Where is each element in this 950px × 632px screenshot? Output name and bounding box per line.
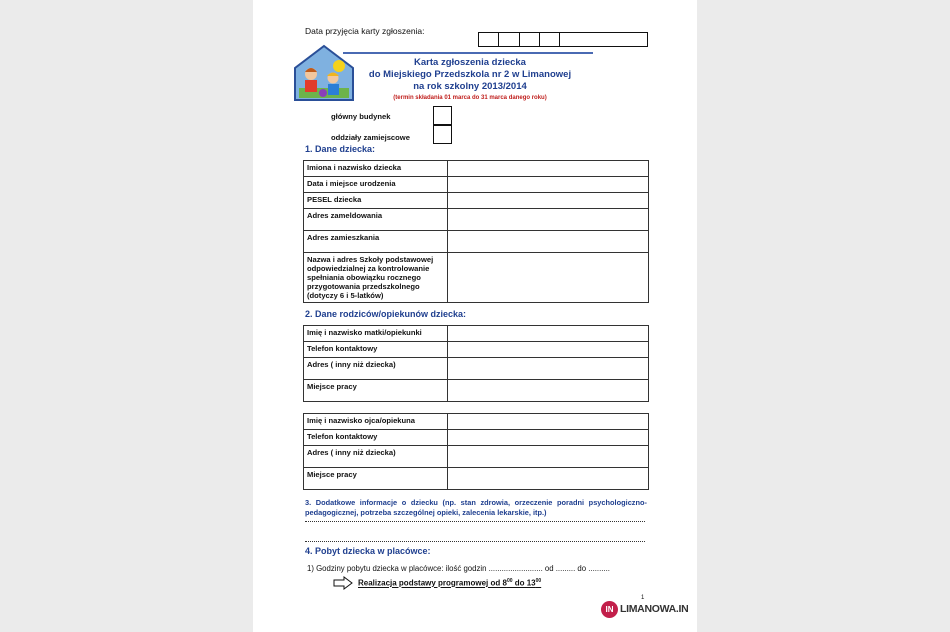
- date-boxes[interactable]: [478, 32, 648, 47]
- title-rule: [343, 52, 593, 54]
- title-line-3: na rok szkolny 2013/2014: [413, 81, 527, 92]
- program-start-minutes: 00: [506, 578, 513, 584]
- branch-label: oddziały zamiejscowe: [331, 133, 410, 142]
- main-building-checkbox[interactable]: [433, 106, 452, 125]
- section1-title: 1. Dane dziecka:: [305, 144, 376, 154]
- kindergarten-house-logo: [293, 44, 355, 102]
- registered-address-label: Adres zameldowania: [304, 209, 448, 231]
- pesel-field[interactable]: [448, 193, 649, 209]
- deadline-note: (termin składania 01 marca do 31 marca danego roku): [393, 95, 547, 101]
- program-end-minutes: 00: [535, 578, 542, 584]
- father-address-label: Adres ( inny niż dziecka): [304, 446, 448, 468]
- mother-work-label: Miejsce pracy: [304, 380, 448, 402]
- father-work-label: Miejsce pracy: [304, 468, 448, 490]
- father-name-field[interactable]: [448, 414, 649, 430]
- logo-text: LIMANOWA.IN: [620, 603, 689, 615]
- main-building-label: główny budynek: [331, 112, 391, 121]
- father-name-label: Imię i nazwisko ojca/opiekuna: [304, 414, 448, 430]
- branch-checkbox[interactable]: [433, 125, 452, 144]
- section4-title: 4. Pobyt dziecka w placówce:: [305, 546, 431, 556]
- section3-title: 3. Dodatkowe informacje o dziecku (np. stan zdrowia, orzeczenie poradni psychologiczno-pedagogicznej, potrzeba szczególnej opieki, zalecenia lekarskie, itp.): [305, 498, 647, 517]
- arrow-right-icon: [333, 576, 353, 590]
- section3-dotted-line-1[interactable]: [305, 520, 645, 522]
- residence-address-field[interactable]: [448, 231, 649, 253]
- father-phone-label: Telefon kontaktowy: [304, 430, 448, 446]
- mother-address-field[interactable]: [448, 358, 649, 380]
- section2-title: 2. Dane rodziców/opiekunów dziecka:: [305, 309, 467, 319]
- child-data-table: [303, 160, 649, 303]
- birth-label: Data i miejsce urodzenia: [304, 177, 448, 193]
- registered-address-field[interactable]: [448, 209, 649, 231]
- program-hours: [358, 578, 541, 588]
- father-table: [303, 413, 649, 490]
- title-line-1: Karta zgłoszenia dziecka: [414, 57, 526, 68]
- mother-address-label: Adres ( inny niż dziecka): [304, 358, 448, 380]
- residence-address-label: Adres zamieszkania: [304, 231, 448, 253]
- title-line-2: do Miejskiego Przedszkola nr 2 w Limanowej: [368, 69, 572, 80]
- program-text: Realizacja podstawy programowej od 8: [358, 578, 507, 588]
- child-name-label: Imiona i nazwisko dziecka: [304, 161, 448, 177]
- hours-line: 1) Godziny pobytu dziecka w placówce: ilość godzin ......................... od ......... do ..........: [307, 564, 610, 573]
- mother-name-label: Imię i nazwisko matki/opiekunki: [304, 326, 448, 342]
- mother-work-field[interactable]: [448, 380, 649, 402]
- document-page: [253, 0, 697, 632]
- mother-phone-label: Telefon kontaktowy: [304, 342, 448, 358]
- school-label: Nazwa i adres Szkoły podstawowej odpowiedzialnej za kontrolowanie spełniania obowiązku rocznego przygotowania przedszkolnego (dotyczy 6 i 5-latków): [304, 253, 448, 303]
- child-name-field[interactable]: [448, 161, 649, 177]
- page-number: 1: [641, 595, 645, 601]
- section3-dotted-line-2[interactable]: [305, 540, 645, 542]
- mother-table: [303, 325, 649, 402]
- father-work-field[interactable]: [448, 468, 649, 490]
- father-address-field[interactable]: [448, 446, 649, 468]
- program-mid-text: do 13: [512, 578, 536, 588]
- mother-name-field[interactable]: [448, 326, 649, 342]
- logo-badge: IN: [601, 601, 618, 618]
- school-field[interactable]: [448, 253, 649, 303]
- date-label: Data przyjęcia karty zgłoszenia:: [305, 26, 425, 36]
- mother-phone-field[interactable]: [448, 342, 649, 358]
- father-phone-field[interactable]: [448, 430, 649, 446]
- limanowa-logo: [601, 600, 696, 620]
- birth-field[interactable]: [448, 177, 649, 193]
- pesel-label: PESEL dziecka: [304, 193, 448, 209]
